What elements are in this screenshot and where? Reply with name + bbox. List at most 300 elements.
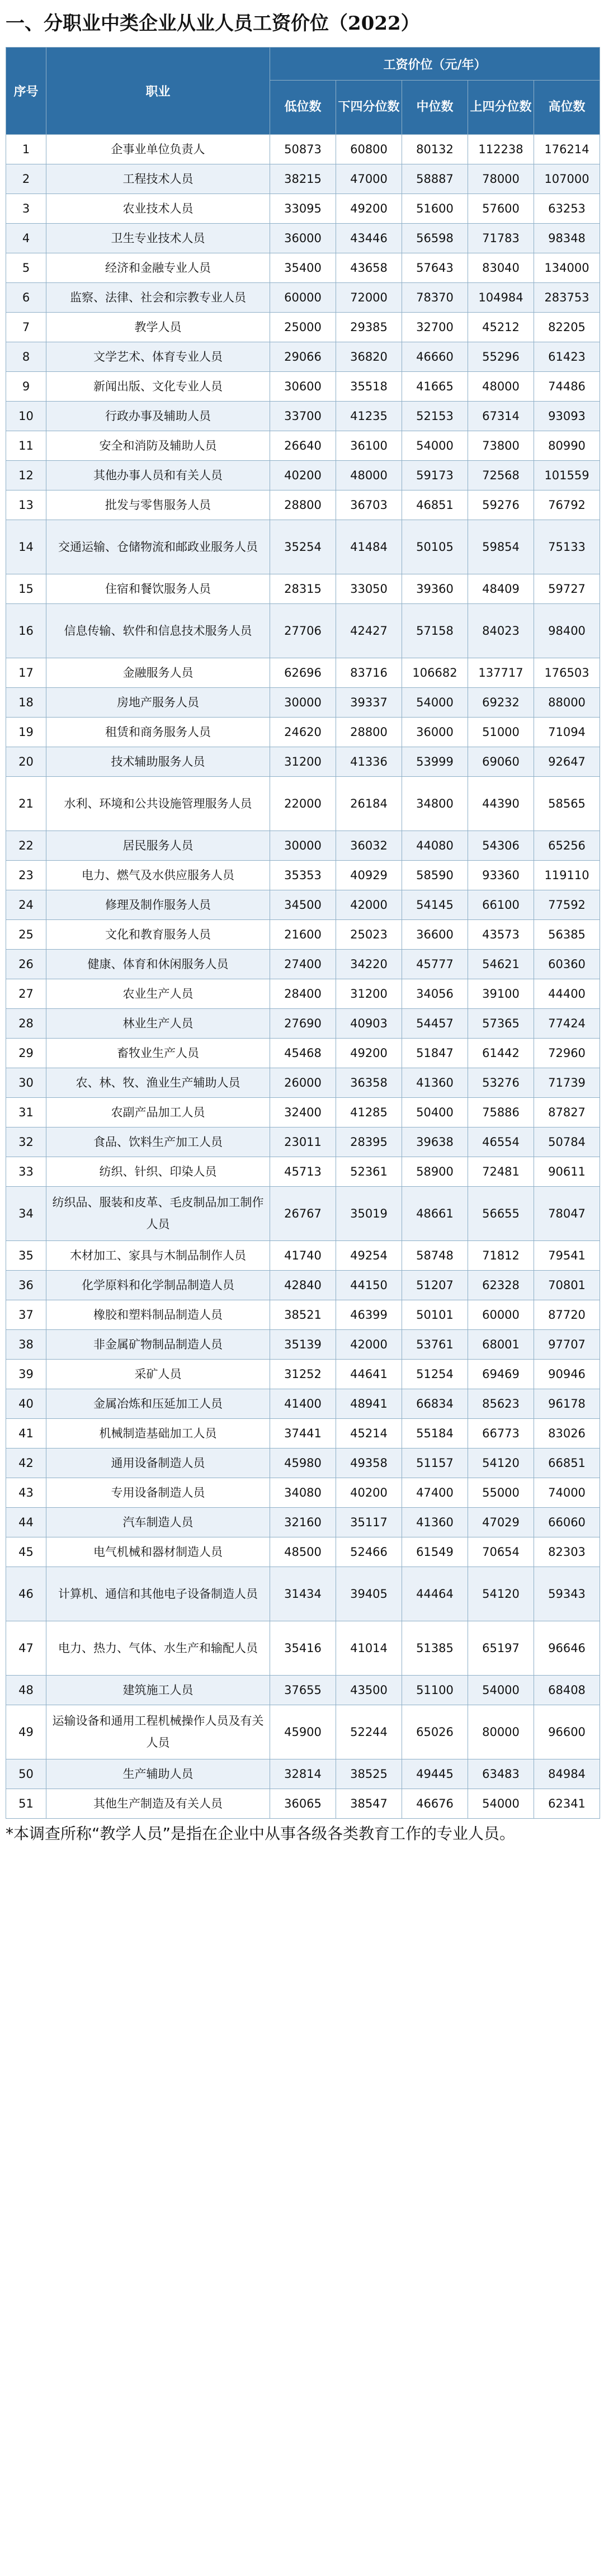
cell-mid: 54000 bbox=[402, 688, 468, 718]
cell-mid: 57643 bbox=[402, 253, 468, 283]
cell-seq: 34 bbox=[6, 1187, 46, 1241]
cell-seq: 4 bbox=[6, 224, 46, 253]
table-row bbox=[6, 1068, 600, 1098]
cell-high: 68408 bbox=[534, 1676, 600, 1705]
cell-high: 70801 bbox=[534, 1271, 600, 1300]
cell-seq: 15 bbox=[6, 574, 46, 604]
cell-low: 26000 bbox=[270, 1068, 336, 1098]
table-header bbox=[6, 48, 600, 135]
cell-q3: 71812 bbox=[468, 1241, 534, 1271]
cell-q3: 85623 bbox=[468, 1389, 534, 1419]
cell-q1: 52361 bbox=[336, 1157, 402, 1187]
table-row bbox=[6, 890, 600, 920]
header-seq: 序号 bbox=[6, 48, 46, 135]
cell-low: 28800 bbox=[270, 490, 336, 520]
cell-high: 84984 bbox=[534, 1759, 600, 1789]
cell-low: 38215 bbox=[270, 164, 336, 194]
table-row bbox=[6, 1187, 600, 1241]
cell-low: 36000 bbox=[270, 224, 336, 253]
table-row bbox=[6, 1537, 600, 1567]
header-q3: 上四分位数 bbox=[468, 81, 534, 135]
cell-seq: 8 bbox=[6, 342, 46, 372]
cell-low: 23011 bbox=[270, 1127, 336, 1157]
cell-job: 电力、燃气及水供应服务人员 bbox=[46, 861, 270, 890]
cell-q1: 36820 bbox=[336, 342, 402, 372]
cell-q1: 36703 bbox=[336, 490, 402, 520]
cell-job: 电力、热力、气体、水生产和输配人员 bbox=[46, 1621, 270, 1676]
cell-high: 62341 bbox=[534, 1789, 600, 1819]
cell-low: 35416 bbox=[270, 1621, 336, 1676]
table-row bbox=[6, 979, 600, 1009]
cell-low: 45713 bbox=[270, 1157, 336, 1187]
cell-low: 21600 bbox=[270, 920, 336, 950]
cell-mid: 32700 bbox=[402, 313, 468, 342]
cell-job: 汽车制造人员 bbox=[46, 1508, 270, 1537]
cell-q1: 49254 bbox=[336, 1241, 402, 1271]
table-row bbox=[6, 342, 600, 372]
cell-mid: 39360 bbox=[402, 574, 468, 604]
table-row bbox=[6, 1127, 600, 1157]
cell-mid: 47400 bbox=[402, 1478, 468, 1508]
cell-job: 生产辅助人员 bbox=[46, 1759, 270, 1789]
cell-q1: 35518 bbox=[336, 372, 402, 402]
cell-q1: 34220 bbox=[336, 950, 402, 979]
cell-mid: 39638 bbox=[402, 1127, 468, 1157]
cell-q3: 66773 bbox=[468, 1419, 534, 1449]
table-row bbox=[6, 1449, 600, 1478]
cell-q1: 43446 bbox=[336, 224, 402, 253]
cell-q3: 54120 bbox=[468, 1567, 534, 1621]
table-body bbox=[6, 135, 600, 1819]
header-high: 高位数 bbox=[534, 81, 600, 135]
cell-seq: 35 bbox=[6, 1241, 46, 1271]
cell-seq: 45 bbox=[6, 1537, 46, 1567]
cell-job: 交通运输、仓储物流和邮政业服务人员 bbox=[46, 520, 270, 574]
cell-seq: 18 bbox=[6, 688, 46, 718]
cell-mid: 41665 bbox=[402, 372, 468, 402]
cell-mid: 36000 bbox=[402, 718, 468, 747]
cell-q3: 80000 bbox=[468, 1705, 534, 1759]
cell-q1: 72000 bbox=[336, 283, 402, 313]
cell-q1: 28395 bbox=[336, 1127, 402, 1157]
cell-job: 工程技术人员 bbox=[46, 164, 270, 194]
cell-q1: 40903 bbox=[336, 1009, 402, 1039]
cell-job: 监察、法律、社会和宗教专业人员 bbox=[46, 283, 270, 313]
cell-seq: 39 bbox=[6, 1360, 46, 1389]
cell-job: 健康、体育和休闲服务人员 bbox=[46, 950, 270, 979]
cell-job: 橡胶和塑料制品制造人员 bbox=[46, 1300, 270, 1330]
table-row bbox=[6, 253, 600, 283]
cell-q1: 29385 bbox=[336, 313, 402, 342]
cell-high: 63253 bbox=[534, 194, 600, 224]
cell-low: 35400 bbox=[270, 253, 336, 283]
cell-low: 28400 bbox=[270, 979, 336, 1009]
cell-mid: 36600 bbox=[402, 920, 468, 950]
cell-high: 44400 bbox=[534, 979, 600, 1009]
table-row bbox=[6, 1039, 600, 1068]
cell-seq: 30 bbox=[6, 1068, 46, 1098]
cell-mid: 55184 bbox=[402, 1419, 468, 1449]
cell-high: 60360 bbox=[534, 950, 600, 979]
cell-low: 30000 bbox=[270, 831, 336, 861]
cell-low: 26767 bbox=[270, 1187, 336, 1241]
cell-q1: 31200 bbox=[336, 979, 402, 1009]
cell-low: 31200 bbox=[270, 747, 336, 777]
cell-low: 36065 bbox=[270, 1789, 336, 1819]
cell-high: 76792 bbox=[534, 490, 600, 520]
cell-low: 33700 bbox=[270, 402, 336, 431]
cell-mid: 61549 bbox=[402, 1537, 468, 1567]
table-row bbox=[6, 1789, 600, 1819]
table-row bbox=[6, 604, 600, 658]
cell-mid: 54457 bbox=[402, 1009, 468, 1039]
cell-seq: 14 bbox=[6, 520, 46, 574]
cell-seq: 10 bbox=[6, 402, 46, 431]
table-row bbox=[6, 950, 600, 979]
table-row bbox=[6, 520, 600, 574]
cell-q3: 63483 bbox=[468, 1759, 534, 1789]
table-row bbox=[6, 718, 600, 747]
cell-mid: 50101 bbox=[402, 1300, 468, 1330]
cell-job: 农业生产人员 bbox=[46, 979, 270, 1009]
cell-q1: 42000 bbox=[336, 890, 402, 920]
cell-low: 50873 bbox=[270, 135, 336, 164]
cell-mid: 50105 bbox=[402, 520, 468, 574]
cell-seq: 16 bbox=[6, 604, 46, 658]
cell-mid: 51847 bbox=[402, 1039, 468, 1068]
cell-job: 批发与零售服务人员 bbox=[46, 490, 270, 520]
cell-high: 56385 bbox=[534, 920, 600, 950]
cell-mid: 51385 bbox=[402, 1621, 468, 1676]
cell-q1: 38525 bbox=[336, 1759, 402, 1789]
cell-job: 企事业单位负责人 bbox=[46, 135, 270, 164]
table-row bbox=[6, 861, 600, 890]
cell-low: 34500 bbox=[270, 890, 336, 920]
cell-high: 58565 bbox=[534, 777, 600, 831]
cell-q3: 47029 bbox=[468, 1508, 534, 1537]
cell-low: 42840 bbox=[270, 1271, 336, 1300]
cell-seq: 9 bbox=[6, 372, 46, 402]
cell-job: 金属冶炼和压延加工人员 bbox=[46, 1389, 270, 1419]
cell-high: 66060 bbox=[534, 1508, 600, 1537]
cell-mid: 53761 bbox=[402, 1330, 468, 1360]
cell-mid: 41360 bbox=[402, 1068, 468, 1098]
cell-job: 林业生产人员 bbox=[46, 1009, 270, 1039]
wage-table bbox=[6, 47, 600, 1819]
cell-q3: 51000 bbox=[468, 718, 534, 747]
cell-mid: 58590 bbox=[402, 861, 468, 890]
cell-high: 65256 bbox=[534, 831, 600, 861]
cell-seq: 42 bbox=[6, 1449, 46, 1478]
cell-q1: 28800 bbox=[336, 718, 402, 747]
cell-low: 25000 bbox=[270, 313, 336, 342]
table-row bbox=[6, 1360, 600, 1389]
cell-q3: 70654 bbox=[468, 1537, 534, 1567]
cell-high: 134000 bbox=[534, 253, 600, 283]
cell-mid: 106682 bbox=[402, 658, 468, 688]
cell-q1: 41484 bbox=[336, 520, 402, 574]
cell-low: 62696 bbox=[270, 658, 336, 688]
cell-mid: 46851 bbox=[402, 490, 468, 520]
cell-mid: 54000 bbox=[402, 431, 468, 461]
cell-low: 35353 bbox=[270, 861, 336, 890]
cell-q1: 48000 bbox=[336, 461, 402, 490]
cell-q1: 40929 bbox=[336, 861, 402, 890]
cell-seq: 50 bbox=[6, 1759, 46, 1789]
cell-q1: 47000 bbox=[336, 164, 402, 194]
table-row bbox=[6, 1419, 600, 1449]
cell-low: 26640 bbox=[270, 431, 336, 461]
cell-high: 96646 bbox=[534, 1621, 600, 1676]
cell-job: 住宿和餐饮服务人员 bbox=[46, 574, 270, 604]
cell-seq: 19 bbox=[6, 718, 46, 747]
cell-q3: 112238 bbox=[468, 135, 534, 164]
cell-high: 87720 bbox=[534, 1300, 600, 1330]
table-row bbox=[6, 1759, 600, 1789]
cell-mid: 54145 bbox=[402, 890, 468, 920]
cell-job: 水利、环境和公共设施管理服务人员 bbox=[46, 777, 270, 831]
cell-job: 计算机、通信和其他电子设备制造人员 bbox=[46, 1567, 270, 1621]
cell-high: 119110 bbox=[534, 861, 600, 890]
cell-job: 房地产服务人员 bbox=[46, 688, 270, 718]
cell-seq: 49 bbox=[6, 1705, 46, 1759]
cell-q3: 72481 bbox=[468, 1157, 534, 1187]
cell-seq: 21 bbox=[6, 777, 46, 831]
table-row bbox=[6, 1098, 600, 1127]
cell-q3: 55000 bbox=[468, 1478, 534, 1508]
cell-job: 金融服务人员 bbox=[46, 658, 270, 688]
cell-q3: 60000 bbox=[468, 1300, 534, 1330]
footnote: *本调查所称“教学人员”是指在企业中从事各级各类教育工作的专业人员。 bbox=[6, 1824, 516, 1843]
table-row bbox=[6, 135, 600, 164]
cell-q3: 69060 bbox=[468, 747, 534, 777]
table-row bbox=[6, 1157, 600, 1187]
cell-q3: 83040 bbox=[468, 253, 534, 283]
cell-seq: 38 bbox=[6, 1330, 46, 1360]
cell-q3: 68001 bbox=[468, 1330, 534, 1360]
header-job: 职业 bbox=[46, 48, 270, 135]
cell-seq: 40 bbox=[6, 1389, 46, 1419]
table-row bbox=[6, 1508, 600, 1537]
table-row bbox=[6, 1009, 600, 1039]
cell-mid: 51254 bbox=[402, 1360, 468, 1389]
cell-mid: 58748 bbox=[402, 1241, 468, 1271]
cell-job: 运输设备和通用工程机械操作人员及有关人员 bbox=[46, 1705, 270, 1759]
cell-high: 77592 bbox=[534, 890, 600, 920]
cell-job: 信息传输、软件和信息技术服务人员 bbox=[46, 604, 270, 658]
cell-job: 安全和消防及辅助人员 bbox=[46, 431, 270, 461]
table-row bbox=[6, 283, 600, 313]
cell-low: 40200 bbox=[270, 461, 336, 490]
table-row bbox=[6, 658, 600, 688]
cell-high: 92647 bbox=[534, 747, 600, 777]
cell-job: 居民服务人员 bbox=[46, 831, 270, 861]
table-row bbox=[6, 1241, 600, 1271]
cell-seq: 31 bbox=[6, 1098, 46, 1127]
cell-job: 技术辅助服务人员 bbox=[46, 747, 270, 777]
cell-job: 采矿人员 bbox=[46, 1360, 270, 1389]
cell-job: 行政办事及辅助人员 bbox=[46, 402, 270, 431]
cell-seq: 32 bbox=[6, 1127, 46, 1157]
cell-q3: 93360 bbox=[468, 861, 534, 890]
cell-high: 107000 bbox=[534, 164, 600, 194]
cell-mid: 34800 bbox=[402, 777, 468, 831]
cell-q1: 40200 bbox=[336, 1478, 402, 1508]
cell-q3: 54306 bbox=[468, 831, 534, 861]
cell-high: 74486 bbox=[534, 372, 600, 402]
cell-seq: 26 bbox=[6, 950, 46, 979]
cell-q1: 52244 bbox=[336, 1705, 402, 1759]
cell-mid: 59173 bbox=[402, 461, 468, 490]
cell-low: 41740 bbox=[270, 1241, 336, 1271]
cell-job: 农副产品加工人员 bbox=[46, 1098, 270, 1127]
cell-seq: 23 bbox=[6, 861, 46, 890]
cell-q3: 84023 bbox=[468, 604, 534, 658]
cell-mid: 45777 bbox=[402, 950, 468, 979]
cell-q1: 39405 bbox=[336, 1567, 402, 1621]
table-row bbox=[6, 1300, 600, 1330]
cell-high: 88000 bbox=[534, 688, 600, 718]
cell-q3: 53276 bbox=[468, 1068, 534, 1098]
cell-seq: 5 bbox=[6, 253, 46, 283]
cell-low: 30600 bbox=[270, 372, 336, 402]
cell-high: 78047 bbox=[534, 1187, 600, 1241]
table-row bbox=[6, 831, 600, 861]
table-row bbox=[6, 372, 600, 402]
cell-q3: 54120 bbox=[468, 1449, 534, 1478]
cell-job: 经济和金融专业人员 bbox=[46, 253, 270, 283]
cell-q1: 45214 bbox=[336, 1419, 402, 1449]
table-row bbox=[6, 920, 600, 950]
cell-low: 27690 bbox=[270, 1009, 336, 1039]
cell-q3: 78000 bbox=[468, 164, 534, 194]
cell-q1: 35117 bbox=[336, 1508, 402, 1537]
cell-job: 农、林、牧、渔业生产辅助人员 bbox=[46, 1068, 270, 1098]
cell-seq: 11 bbox=[6, 431, 46, 461]
cell-low: 22000 bbox=[270, 777, 336, 831]
cell-seq: 24 bbox=[6, 890, 46, 920]
cell-q1: 43500 bbox=[336, 1676, 402, 1705]
table-row bbox=[6, 313, 600, 342]
cell-high: 59727 bbox=[534, 574, 600, 604]
cell-mid: 66834 bbox=[402, 1389, 468, 1419]
cell-mid: 51157 bbox=[402, 1449, 468, 1478]
cell-seq: 6 bbox=[6, 283, 46, 313]
cell-q3: 57365 bbox=[468, 1009, 534, 1039]
cell-q3: 61442 bbox=[468, 1039, 534, 1068]
cell-mid: 51100 bbox=[402, 1676, 468, 1705]
cell-high: 96600 bbox=[534, 1705, 600, 1759]
cell-job: 租赁和商务服务人员 bbox=[46, 718, 270, 747]
cell-high: 93093 bbox=[534, 402, 600, 431]
cell-high: 59343 bbox=[534, 1567, 600, 1621]
cell-job: 教学人员 bbox=[46, 313, 270, 342]
cell-q3: 137717 bbox=[468, 658, 534, 688]
cell-mid: 46676 bbox=[402, 1789, 468, 1819]
cell-q1: 41285 bbox=[336, 1098, 402, 1127]
cell-high: 83026 bbox=[534, 1419, 600, 1449]
cell-high: 101559 bbox=[534, 461, 600, 490]
cell-job: 畜牧业生产人员 bbox=[46, 1039, 270, 1068]
cell-mid: 49445 bbox=[402, 1759, 468, 1789]
cell-high: 90611 bbox=[534, 1157, 600, 1187]
cell-q3: 69232 bbox=[468, 688, 534, 718]
cell-job: 专用设备制造人员 bbox=[46, 1478, 270, 1508]
cell-high: 98348 bbox=[534, 224, 600, 253]
cell-high: 96178 bbox=[534, 1389, 600, 1419]
cell-seq: 27 bbox=[6, 979, 46, 1009]
cell-mid: 44080 bbox=[402, 831, 468, 861]
header-q1: 下四分位数 bbox=[336, 81, 402, 135]
cell-q3: 75886 bbox=[468, 1098, 534, 1127]
cell-high: 61423 bbox=[534, 342, 600, 372]
cell-high: 75133 bbox=[534, 520, 600, 574]
cell-mid: 51207 bbox=[402, 1271, 468, 1300]
cell-q3: 45212 bbox=[468, 313, 534, 342]
cell-mid: 50400 bbox=[402, 1098, 468, 1127]
cell-seq: 28 bbox=[6, 1009, 46, 1039]
cell-mid: 52153 bbox=[402, 402, 468, 431]
cell-low: 30000 bbox=[270, 688, 336, 718]
cell-q1: 38547 bbox=[336, 1789, 402, 1819]
cell-mid: 78370 bbox=[402, 283, 468, 313]
cell-mid: 51600 bbox=[402, 194, 468, 224]
table-row bbox=[6, 1389, 600, 1419]
cell-job: 建筑施工人员 bbox=[46, 1676, 270, 1705]
cell-high: 72960 bbox=[534, 1039, 600, 1068]
cell-job: 通用设备制造人员 bbox=[46, 1449, 270, 1478]
cell-q3: 73800 bbox=[468, 431, 534, 461]
cell-high: 283753 bbox=[534, 283, 600, 313]
cell-mid: 58887 bbox=[402, 164, 468, 194]
cell-seq: 3 bbox=[6, 194, 46, 224]
cell-seq: 37 bbox=[6, 1300, 46, 1330]
cell-seq: 20 bbox=[6, 747, 46, 777]
cell-q1: 44150 bbox=[336, 1271, 402, 1300]
cell-q1: 36032 bbox=[336, 831, 402, 861]
cell-mid: 65026 bbox=[402, 1705, 468, 1759]
cell-seq: 2 bbox=[6, 164, 46, 194]
header-mid: 中位数 bbox=[402, 81, 468, 135]
cell-low: 28315 bbox=[270, 574, 336, 604]
cell-low: 27400 bbox=[270, 950, 336, 979]
cell-job: 其他办事人员和有关人员 bbox=[46, 461, 270, 490]
cell-low: 34080 bbox=[270, 1478, 336, 1508]
table-row bbox=[6, 1621, 600, 1676]
cell-q1: 33050 bbox=[336, 574, 402, 604]
cell-seq: 44 bbox=[6, 1508, 46, 1537]
cell-job: 农业技术人员 bbox=[46, 194, 270, 224]
cell-q3: 46554 bbox=[468, 1127, 534, 1157]
cell-job: 文化和教育服务人员 bbox=[46, 920, 270, 950]
cell-low: 45980 bbox=[270, 1449, 336, 1478]
table-row bbox=[6, 194, 600, 224]
cell-q3: 54000 bbox=[468, 1789, 534, 1819]
cell-q3: 54000 bbox=[468, 1676, 534, 1705]
cell-q1: 46399 bbox=[336, 1300, 402, 1330]
table-row bbox=[6, 1478, 600, 1508]
cell-low: 37655 bbox=[270, 1676, 336, 1705]
cell-q1: 42000 bbox=[336, 1330, 402, 1360]
cell-job: 新闻出版、文化专业人员 bbox=[46, 372, 270, 402]
cell-q3: 67314 bbox=[468, 402, 534, 431]
cell-mid: 34056 bbox=[402, 979, 468, 1009]
cell-low: 32400 bbox=[270, 1098, 336, 1127]
cell-mid: 41360 bbox=[402, 1508, 468, 1537]
cell-high: 50784 bbox=[534, 1127, 600, 1157]
cell-q3: 104984 bbox=[468, 283, 534, 313]
cell-seq: 48 bbox=[6, 1676, 46, 1705]
